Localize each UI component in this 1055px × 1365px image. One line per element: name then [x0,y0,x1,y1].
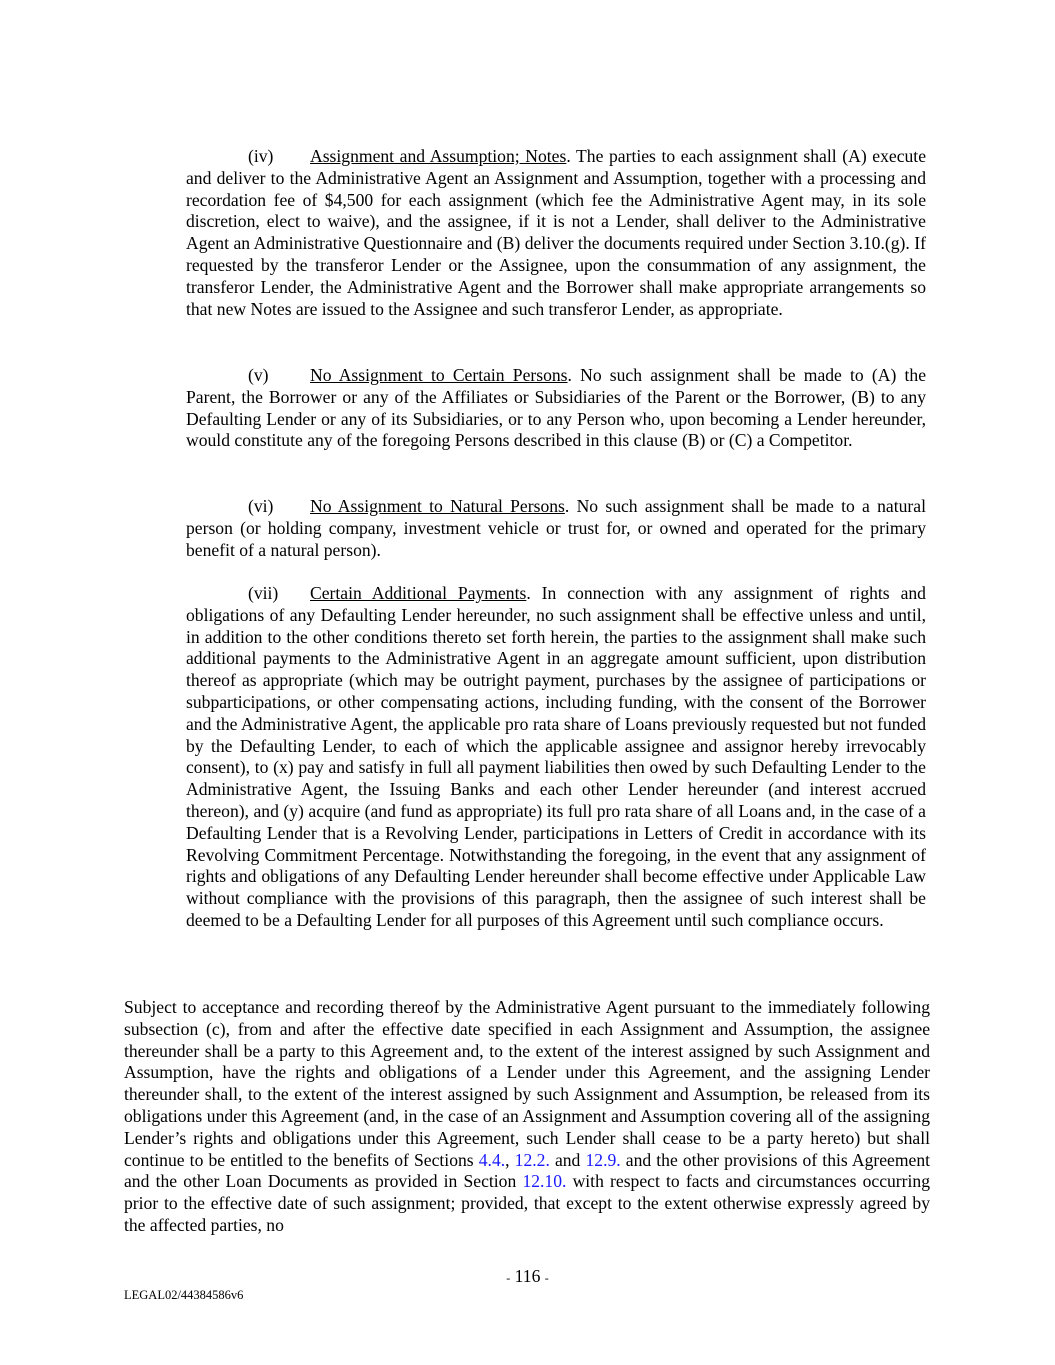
clause-number: (v) [248,365,269,385]
clause-number: (iv) [248,146,274,166]
clause-heading: Assignment and Assumption; Notes [310,146,567,166]
page-number-value: 116 [514,1266,541,1286]
clause-v [186,365,926,452]
clause-text: . In connection with any assignment of rights and obligations of any Defaulting Lender hereunder, no such assignment shall be effective unless and until, in addition to the other conditions thereto set forth herein, the parties to the assignment shall make such additional payments to the Administrative Agent in an aggregate amount sufficient, upon distribution thereof as appropriate (which may be outright payment, purchases by the assignee of participations or subparticipations, or other compensating actions, including funding, with the consent of the Borrower and the Administrative Agent, the applicable pro rata share of Loans previously requested but not funded by the Defaulting Lender, to each of which the applicable assignee and assignor hereby irrevocably consent), to (x) pay and satisfy in full all payment liabilities then owed by such Defaulting Lender to the Administrative Agent, the Issuing Banks and each other Lender hereunder (and interest accrued thereon), and (y) acquire (and fund as appropriate) its full pro rata share of all Loans and, in the case of a Defaulting Lender that is a Revolving Lender, participations in Letters of Credit in accordance with its Revolving Commitment Percentage. Notwithstanding the foregoing, in the event that any assignment of rights and obligations of any Defaulting Lender hereunder shall become effective under Applicable Law without compliance with the provisions of this paragraph, then the assignee of such interest shall be deemed to be a Defaulting Lender for all purposes of this Agreement until such compliance occurs. [186,583,926,930]
closing-text-2: , [505,1149,515,1170]
clause-heading: Certain Additional Payments [310,583,527,603]
clause-heading: No Assignment to Natural Persons [310,496,565,516]
clause-vii [186,583,926,932]
section-link-12-9[interactable]: 12.9. [585,1149,621,1170]
page-dash-left: - [506,1271,511,1285]
section-link-12-10[interactable]: 12.10. [522,1171,567,1192]
clause-text: . The parties to each assignment shall (A) execute and deliver to the Administrative Agent an Assignment and Assumption, together with a processing and recordation fee of $4,500 for each assignment (which fee the Administrative Agent may, in its sole discretion, elect to waive), and the assignee, if it is not a Lender, shall deliver to the Administrative Agent an Administrative Questionnaire and (B) deliver the documents required under Section 3.10.(g). If requested by the transferor Lender or the Assignee, upon the consummation of any assignment, the transferor Lender, the Administrative Agent and the Borrower shall make appropriate arrangements so that new Notes are issued to the Assignee and such transferor Lender, as appropriate. [186,146,927,319]
closing-text-4: and the other provisions of this Agreement and the other Loan Documents as provided in Section [124,1149,931,1192]
page-number [0,1266,1055,1290]
page-dash-right: - [544,1271,549,1285]
clause-iv [186,146,926,320]
closing-text-3: and [549,1149,586,1170]
clause-vi [186,496,926,561]
document-id: LEGAL02/44384586v6 [124,1288,244,1302]
clause-number: (vii) [248,583,279,603]
closing-text-1: Subject to acceptance and recording thereof by the Administrative Agent pursuant to the immediately following subsection (c), from and after the effective date specified in each Assignment and Assumption, the assignee thereunder shall be a party to this Agreement and, to the extent of the interest assigned by such Assignment and Assumption, have the rights and obligations of a Lender under this Agreement, and the assigning Lender thereunder shall, to the extent of the interest assigned by such Assignment and Assumption, be released from its obligations under this Agreement (and, in the case of an Assignment and Assumption covering all of the assigning Lender’s rights and obligations under this Agreement, such Lender shall cease to be a party hereto) but shall continue to be entitled to the benefits of Sections [124,997,930,1170]
clause-text: . No such assignment shall be made to a natural person (or holding company, investment vehicle or trust for, or owned and operated for the primary benefit of a natural person). [186,496,926,560]
closing-paragraph [124,997,930,1237]
clause-number: (vi) [248,496,274,516]
closing-text-5: with respect to facts and circumstances occurring prior to the effective date of such assignment; provided, that except to the extent otherwise expressly agreed by the affected parties, no [124,1171,931,1235]
section-link-12-2[interactable]: 12.2. [514,1149,550,1170]
clause-text: . No such assignment shall be made to (A) the Parent, the Borrower or any of the Affiliates or Subsidiaries of the Parent or the Borrower, (B) to any Defaulting Lender or any of its Subsidiaries, or to any Person who, upon becoming a Lender hereunder, would constitute any of the foregoing Persons described in this clause (B) or (C) a Competitor. [186,365,926,451]
clause-heading: No Assignment to Certain Persons [310,365,568,385]
section-link-4-4[interactable]: 4.4. [478,1149,506,1170]
